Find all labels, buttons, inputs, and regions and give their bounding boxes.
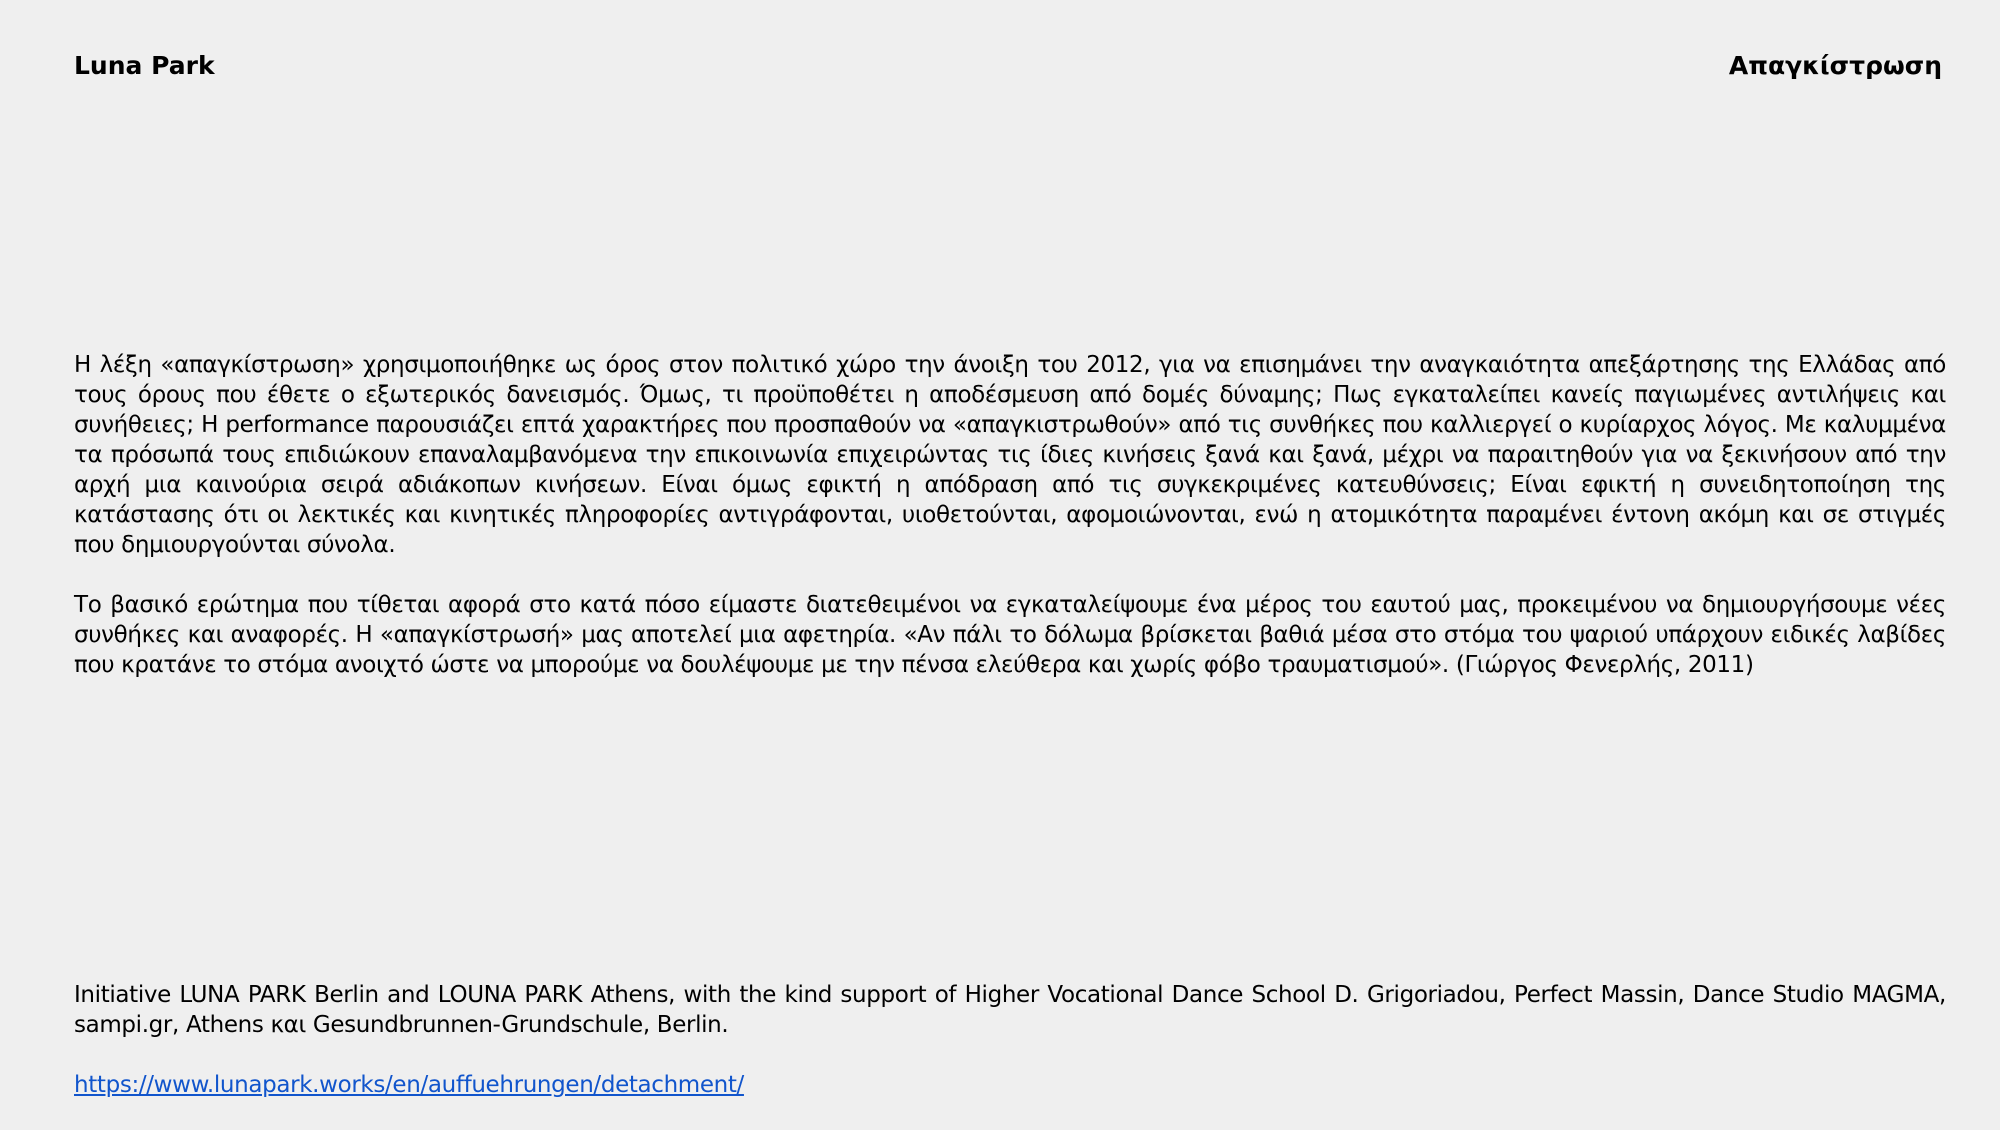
footer <box>74 980 1946 1130</box>
header-title-right: Απαγκίστρωση <box>1728 51 1942 80</box>
paragraph-intro: Η λέξη «απαγκίστρωση» χρησιμοποιήθηκε ως όρος στον πολιτικό χώρο την άνοιξη του 2012, για να επισημάνει την αναγκαιότητα απεξάρτησης της Ελλάδας από τους όρους που έθετε ο εξωτερικός δανεισμός. Όμως, τι προϋποθέτει η αποδέσμευση από δομές δύναμης; Πως εγκαταλείπει κανείς παγιωμένες αντιλήψεις και συνήθειες; Η performance παρουσιάζει επτά χαρακτήρες που προσπαθούν να «απαγκιστρωθούν» από τις συνθήκες που καλλιεργεί ο κυρίαρχος λόγος. Με καλυμμένα τα πρόσωπά τους επιδιώκουν επαναλαμβανόμενα την επικοινωνία επιχειρώντας τις ίδιες κινήσεις ξανά και ξανά, μέχρι να παραιτηθούν για να ξεκινήσουν από την αρχή μια καινούρια σειρά αδιάκοπων κινήσεων. Είναι όμως εφικτή η απόδραση από τις συγκεκριμένες κατευθύνσεις; Είναι εφικτή η συνειδητοποίηση της κατάστασης ότι οι λεκτικές και κινητικές πληροφορίες αντιγράφονται, υιοθετούνται, αφομοιώνονται, ενώ η ατομικότητα παραμένει έντονη ακόμη και σε στιγμές που δημιουργούνται σύνολα. <box>74 352 1946 558</box>
credits-text: Initiative LUNA PARK Berlin and LOUNA PARK Athens, with the kind support of Higher Vocational Dance School D. Grigoriadou, Perfect Massin, Dance Studio MAGMA, sampi.gr, Athens και Gesundbrunnen-Grundschule, Berlin. <box>74 982 1946 1038</box>
header-title-left: Luna Park <box>74 51 215 80</box>
paragraph-question: Το βασικό ερώτημα που τίθεται αφορά στο κατά πόσο είμαστε διατεθειμένοι να εγκαταλείψουμε ένα μέρος του εαυτού μας, προκειμένου να δημιουργήσουμε νέες συνθήκες και αναφορές. Η «απαγκίστρωσή» μας αποτελεί μια αφετηρία. «Αν πάλι το δόλωμα βρίσκεται βαθιά μέσα στο στόμα του ψαριού υπάρχουν ειδικές λαβίδες που κρατάνε το στόμα ανοιχτό ώστε να μπορούμε να δουλέψουμε με την πένσα ελεύθερα και χωρίς φόβο τραυματισμού». (Γιώργος Φενερλής, 2011) <box>74 592 1946 678</box>
performance-link[interactable]: https://www.lunapark.works/en/auffuehrungen/detachment/ <box>74 1072 744 1098</box>
main-text-block <box>74 350 1946 710</box>
link-paragraph <box>74 1070 1946 1100</box>
